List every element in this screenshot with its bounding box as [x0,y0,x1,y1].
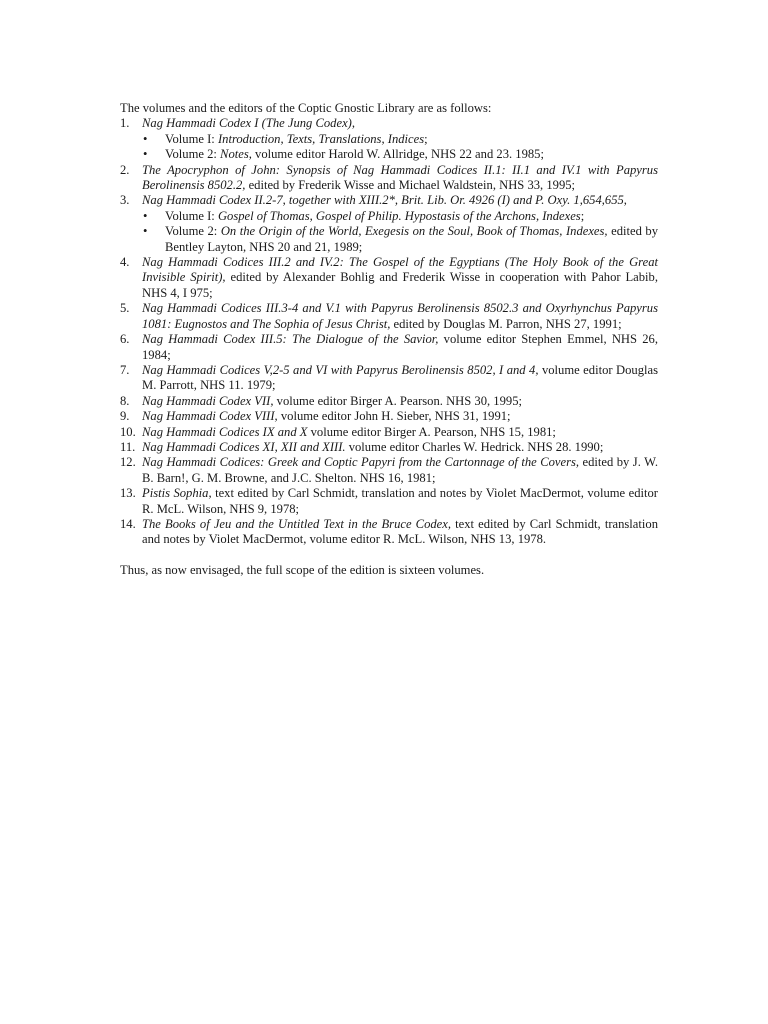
item-details: volume editor John H. Sieber, NHS 31, 1991; [277,409,511,424]
item-title: Nag Hammadi Codex VII, [142,393,274,408]
closing-paragraph: Thus, as now envisaged, the full scope of the edition is sixteen volumes. [120,562,485,577]
item-details: volume editor Douglas M. Parrott, NHS 11. 1979; [142,362,658,393]
bullet-icon: • [143,131,148,146]
volume-list-item [120,517,658,548]
item-details: edited by J. W. B. Barn!, G. M. Browne, and J.C. Shelton. NHS 16, 1981; [142,455,658,485]
item-details: edited by Frederik Wisse and Michael Waldstein, NHS 33, 1995; [245,178,576,193]
item-details: volume editor Birger A. Pearson. NHS 30, 1995; [273,393,522,408]
item-title: Pistis Sophia, [142,486,212,501]
subitem-volume-label: Volume I: [165,208,218,223]
item-details: , [351,116,356,131]
subitem-title: Gospel of Thomas, Gospel of Philip. Hypostasis of the Archons, Indexes [217,208,581,223]
item-number: 10. [120,424,136,439]
item-details: text edited by Carl Schmidt, translation and notes by Violet MacDermot, volume editor R. McL. Wilson, NHS 9, 1978; [142,486,658,516]
subitem-volume-label: Volume 2: [165,147,221,162]
volume-list-item [120,394,658,409]
subitem-details: ; [424,131,428,146]
item-details: edited by Douglas M. Parron, NHS 27, 1991; [390,316,622,331]
volume-subitem [142,147,658,162]
item-number: 11. [120,439,136,454]
item-number: 2. [120,162,130,177]
volume-list-item [120,301,658,332]
item-details: text edited by Carl Schmidt, translation and notes by Violet MacDermot, volume editor R. McL. Wilson, NHS 13, 1978. [142,516,658,547]
volume-sublist [142,209,658,255]
item-title: Nag Hammadi Codices XI, XII and XIII. [142,439,346,454]
volume-sublist [142,132,658,163]
volume-list-item [120,425,658,440]
item-details: , [623,193,627,208]
item-title: Nag Hammadi Codices: Greek and Coptic Papyri from the Cartonnage of the Covers, [142,455,580,470]
item-number: 12. [120,455,136,470]
subitem-volume-label: Volume I: [165,131,218,146]
item-title: Nag Hammadi Codices III.2 and IV.2: The Gospel of the Egyptians (The Holy Book of the Great Invisible Spirit), [142,255,658,285]
item-details: volume editor Birger A. Pearson, NHS 15, 1981; [307,424,556,439]
volume-list-item [120,193,658,255]
subitem-details: volume editor Harold W. Allridge, NHS 22 and 23. 1985; [251,147,544,162]
subitem-title: Notes, [220,147,252,162]
item-title: Nag Hammadi Codex VIII, [142,409,278,424]
item-title: Nag Hammadi Codices III.3-4 and V.1 with Papyrus Berolinensis 8502.3 and Oxyrhynchus Papyrus 1081: Eugnostos and The Sophia of Jesus Christ, [142,301,658,331]
volume-list-item [120,440,658,455]
volume-list-item [120,163,658,194]
subitem-volume-label: Volume 2: [165,224,221,239]
volume-list-item [120,455,658,486]
subitem-title: Introduction, Texts, Translations, Indices [217,131,425,146]
item-title: The Apocryphon of John: Synopsis of Nag Hammadi Codices II.1: II.1 and IV.1 with Papyrus Berolinensis 8502.2, [142,162,658,193]
volume-list-item [120,363,658,394]
item-details: edited by Alexander Bohlig and Frederik Wisse in cooperation with Pahor Labib, NHS 4, I 975; [142,270,658,300]
item-number: 7. [120,362,130,377]
subitem-title: On the Origin of the World, Exegesis on the Soul, Book of Thomas, Indexes, [220,224,608,239]
item-number: 3. [120,193,130,208]
bullet-icon: • [143,147,148,162]
intro-paragraph: The volumes and the editors of the Coptic Gnostic Library are as follows: [120,101,492,115]
item-title: Nag Hammadi Codices V,2-5 and VI with Papyrus Berolinensis 8502, I and 4, [142,362,539,377]
item-title: Nag Hammadi Codices IX and X [142,424,308,439]
bullet-icon: • [143,224,148,239]
volume-list-item [120,486,658,517]
volumes-list [120,116,658,547]
volume-subitem [142,132,658,147]
item-title: The Books of Jeu and the Untitled Text in the Bruce Codex, [142,516,451,531]
volume-subitem [142,209,658,224]
volume-subitem [142,224,658,255]
item-number: 6. [120,332,130,347]
item-number: 5. [120,301,130,316]
volume-list-item [120,255,658,301]
subitem-details: ; [580,208,585,223]
item-number: 9. [120,409,130,424]
item-number: 8. [120,393,130,408]
item-number: 4. [120,255,130,270]
item-number: 13. [120,486,136,501]
item-number: 1. [120,116,130,131]
document-page [120,101,658,578]
item-number: 14. [120,516,136,531]
item-details: volume editor Charles W. Hedrick. NHS 28. 1990; [345,439,604,454]
volume-list-item [120,332,658,363]
item-title: Nag Hammadi Codex II.2-7, together with XIII.2*, Brit. Lib. Or. 4926 (I) and P. Oxy. 1,654,655 [142,193,624,208]
volume-list-item [120,409,658,424]
bullet-icon: • [143,208,148,223]
item-title: Nag Hammadi Codex III.5: The Dialogue of the Savior, [142,332,439,347]
volume-list-item [120,116,658,162]
subitem-details: edited by Bentley Layton, NHS 20 and 21, 1989; [165,224,658,254]
item-title: Nag Hammadi Codex I (The Jung Codex) [142,116,352,131]
item-details: volume editor Stephen Emmel, NHS 26, 1984; [142,332,658,362]
